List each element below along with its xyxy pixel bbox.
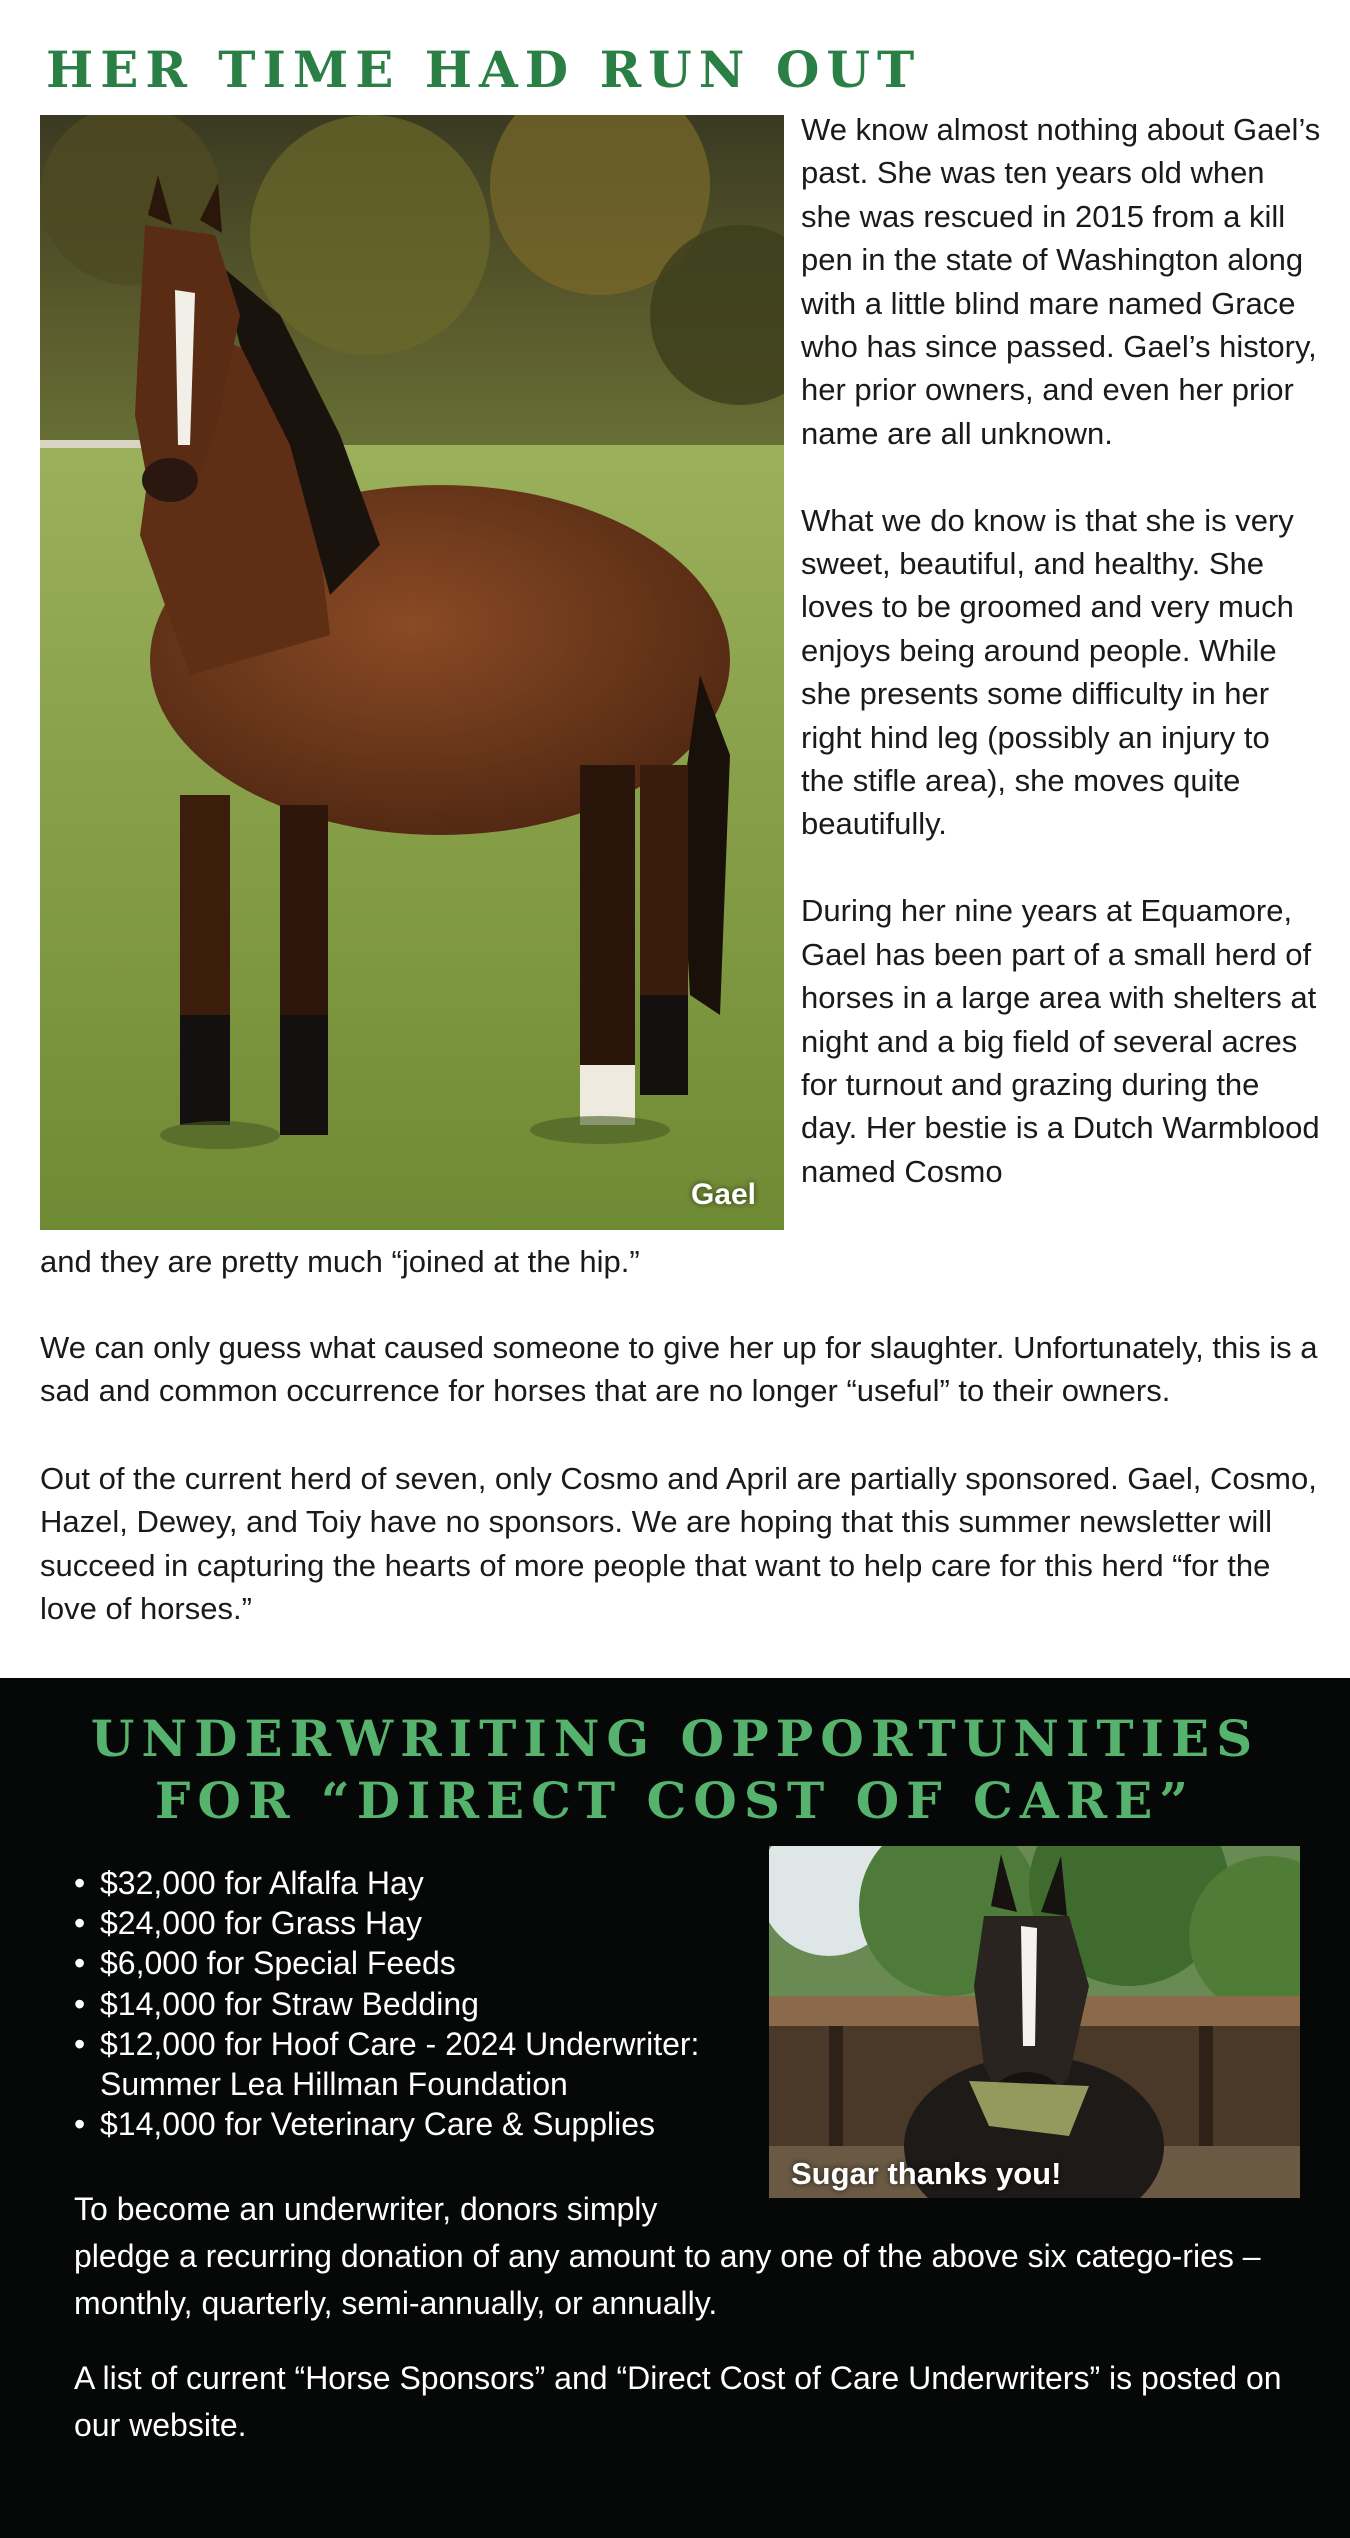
underwriting-section xyxy=(0,1678,1350,2538)
website-note: A list of current “Horse Sponsors” and “Direct Cost of Care Underwriters” is posted on our website. xyxy=(74,2360,1282,2443)
underwriting-item: • $6,000 for Special Feeds xyxy=(74,1943,774,1983)
underwriting-item: • $14,000 for Veterinary Care & Supplies xyxy=(74,2104,774,2144)
story-wrap-line: and they are pretty much “joined at the hip.” xyxy=(40,1244,640,1279)
story-paragraph-5: Out of the current herd of seven, only Cosmo and April are partially sponsored. Gael, Cosmo, Hazel, Dewey, and Toiy have no sponsors. We are hoping that this summer newsletter will succeed in capturing the hearts of more people that want to help care for this herd “for the love of horses.” xyxy=(40,1461,1317,1627)
sugar-photo xyxy=(769,1846,1300,2198)
story-paragraph-3: During her nine years at Equamore, Gael has been part of a small herd of horses in a large area with shelters at night and a big field of several acres for turnout and grazing during the day. Her bestie is a Dutch Warmblood named Cosmo xyxy=(801,893,1320,1189)
pledge-text-line-1: To become an underwriter, donors simply xyxy=(74,2191,658,2227)
gael-horse-image xyxy=(40,115,784,1230)
underwriting-item: • $24,000 for Grass Hay xyxy=(74,1903,774,1943)
underwriting-list xyxy=(74,1863,774,2144)
underwriting-title xyxy=(0,1708,1350,1832)
pledge-text: pledge a recurring donation of any amount to any one of the above six catego-ries – monthly, quarterly, semi-annually, or annually. xyxy=(74,2238,1261,2321)
sugar-horse-image xyxy=(769,1846,1300,2198)
story-paragraph-4: We can only guess what caused someone to give her up for slaughter. Unfortunately, this is a sad and common occurrence for horses that are no longer “useful” to their owners. xyxy=(40,1330,1318,1409)
underwriting-item: • $12,000 for Hoof Care - 2024 Underwriter: Summer Lea Hillman Foundation xyxy=(74,2024,740,2104)
gael-photo xyxy=(40,115,784,1230)
story-column xyxy=(801,108,1321,1193)
sugar-photo-caption: Sugar thanks you! xyxy=(791,2156,1062,2191)
story-paragraph-1: We know almost nothing about Gael’s past. She was ten years old when she was rescued in 2015 from a kill pen in the state of Washington along with a little blind mare named Grace who has since passed. Gael’s history, her prior owners, and even her prior name are all unknown. xyxy=(801,112,1321,451)
underwriting-item: • $14,000 for Straw Bedding xyxy=(74,1984,774,2024)
underwriting-title-line-1: UNDERWRITING OPPORTUNITIES xyxy=(90,1709,1260,1768)
story-paragraph-2: What we do know is that she is very sweet, beautiful, and healthy. She loves to be groomed and very much enjoys being around people. While she presents some difficulty in her right hind leg (possibly an injury to the stifle area), she moves quite beautifully. xyxy=(801,502,1294,842)
story-title: HER TIME HAD RUN OUT xyxy=(46,40,922,99)
underwriting-title-line-2: FOR “DIRECT COST OF CARE” xyxy=(154,1771,1196,1830)
gael-photo-caption: Gael xyxy=(690,1178,756,1211)
underwriting-item: • $32,000 for Alfalfa Hay xyxy=(74,1863,774,1903)
